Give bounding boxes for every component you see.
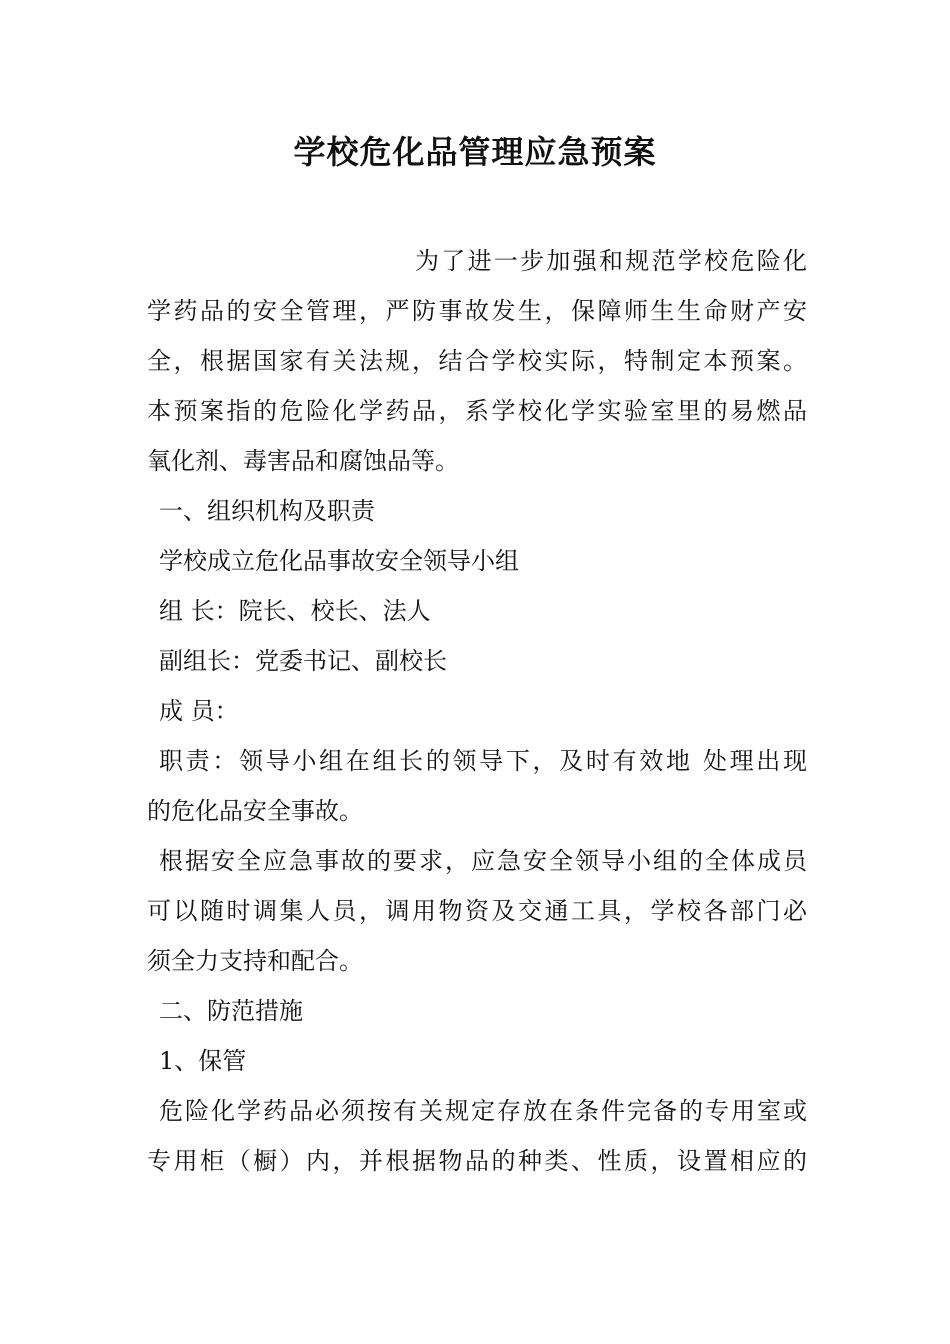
paragraph-line: 氧化剂、毒害品和腐蚀品等。 — [147, 447, 459, 475]
paragraph-line: 专用柜（橱）内，并根据物品的种类、性质，设置相应的 — [147, 1147, 807, 1175]
document-body — [147, 236, 807, 1186]
document-title: 学校危化品管理应急预案 — [293, 133, 657, 171]
paragraph-line: 危险化学药品必须按有关规定存放在条件完备的专用室或 — [159, 1097, 807, 1125]
paragraph-line: 全，根据国家有关法规，结合学校实际，特制定本预案。 — [147, 347, 807, 375]
paragraph-line: 职责：领导小组在组长的领导下，及时有效地 处理出现 — [159, 747, 807, 775]
paragraph-line: 成 员： — [159, 697, 239, 725]
paragraph-line: 组 长：院长、校长、法人 — [159, 597, 431, 625]
paragraph-line: 副组长：党委书记、副校长 — [159, 647, 447, 675]
paragraph-line: 本预案指的危险化学药品，系学校化学实验室里的易燃品 — [147, 397, 807, 425]
paragraph-line: 学药品的安全管理，严防事故发生，保障师生生命财产安 — [147, 297, 807, 325]
paragraph-line: 学校成立危化品事故安全领导小组 — [159, 547, 519, 575]
subsection-heading: 1、保管 — [159, 1047, 247, 1075]
section-heading: 一、组织机构及职责 — [159, 497, 375, 525]
paragraph-line: 须全力支持和配合。 — [147, 947, 363, 975]
paragraph-line: 的危化品安全事故。 — [147, 797, 363, 825]
paragraph-line: 可以随时调集人员，调用物资及交通工具，学校各部门必 — [147, 897, 807, 925]
paragraph-line: 根据安全应急事故的要求，应急安全领导小组的全体成员 — [159, 847, 807, 875]
section-heading: 二、防范措施 — [159, 997, 303, 1025]
paragraph-line: 为了进一步加强和规范学校危险化 — [415, 247, 807, 275]
